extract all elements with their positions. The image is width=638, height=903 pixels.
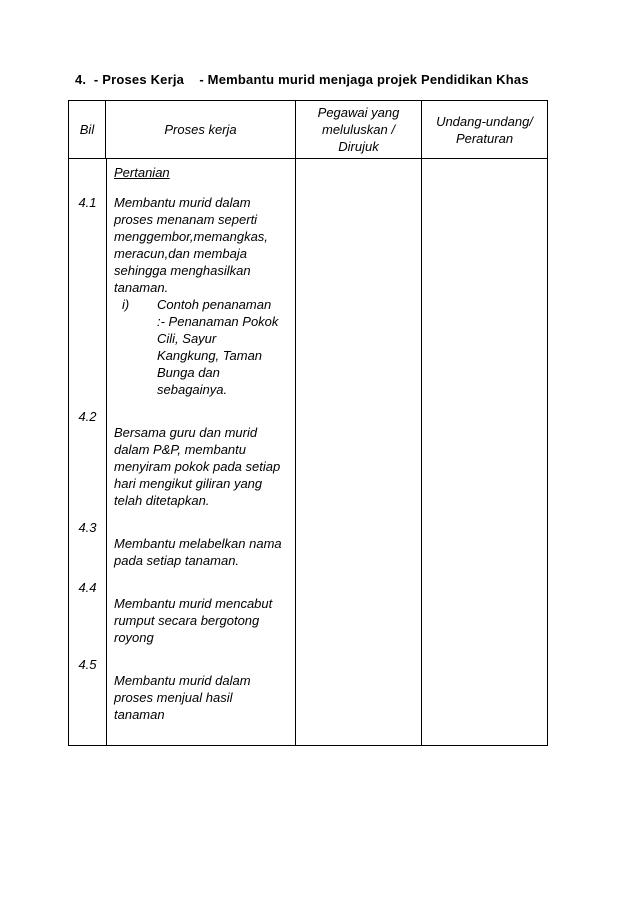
- table-header: [69, 101, 548, 159]
- section-4-4: [106, 579, 295, 656]
- table-body-row: [69, 159, 548, 746]
- bil-number: 4.3: [78, 520, 97, 535]
- list-item: [122, 296, 285, 398]
- section-text: Membantu murid mencabut rumput secara bergotong royong: [114, 596, 273, 645]
- bil-number: 4.2: [78, 409, 97, 424]
- bil-proses-body: [69, 159, 296, 746]
- section-text: Bersama guru dan murid dalam P&P, membantu menyiram pokok pada setiap hari mengikut giliran yang telah ditetapkan.: [114, 425, 281, 508]
- section-4-3: [106, 519, 295, 579]
- section-text: Membantu murid dalam proses menjual hasil tanaman: [114, 673, 251, 722]
- subheading-pertanian: Pertanian: [114, 165, 170, 180]
- section-4-5: [106, 656, 295, 745]
- section-4-1: [106, 194, 295, 408]
- undang-body-cell: [422, 159, 548, 746]
- list-item-text: Contoh penanaman :- Penanaman Pokok Cili, Sayur Kangkung, Taman Bunga dan sebagainya.: [157, 297, 279, 397]
- bil-number: 4.5: [78, 657, 97, 672]
- header-pegawai: Pegawai yang meluluskan / Dirujuk: [296, 101, 422, 159]
- bil-number: 4.4: [78, 580, 97, 595]
- bil-empty: [69, 159, 106, 194]
- bil-number: 4.1: [78, 195, 97, 210]
- section-text: Membantu murid dalam proses menanam seperti menggembor,memangkas, meracun,dan membaja sehingga menghasilkan tanaman.: [114, 195, 268, 295]
- section-subheading: [106, 159, 295, 194]
- proses-kerja-table: [68, 100, 548, 746]
- pegawai-body-cell: [296, 159, 422, 746]
- proses-kerja-content: [69, 159, 295, 745]
- list-item-label: i): [122, 297, 130, 312]
- header-undang: Undang-undang/ Peraturan: [422, 101, 548, 159]
- header-proses-kerja: Proses kerja: [106, 101, 296, 159]
- header-bil: Bil: [69, 101, 106, 159]
- page-title: 4. - Proses Kerja - Membantu murid menjaga projek Pendidikan Khas: [75, 72, 529, 87]
- section-4-2: [106, 408, 295, 519]
- section-text: Membantu melabelkan nama pada setiap tanaman.: [114, 536, 282, 568]
